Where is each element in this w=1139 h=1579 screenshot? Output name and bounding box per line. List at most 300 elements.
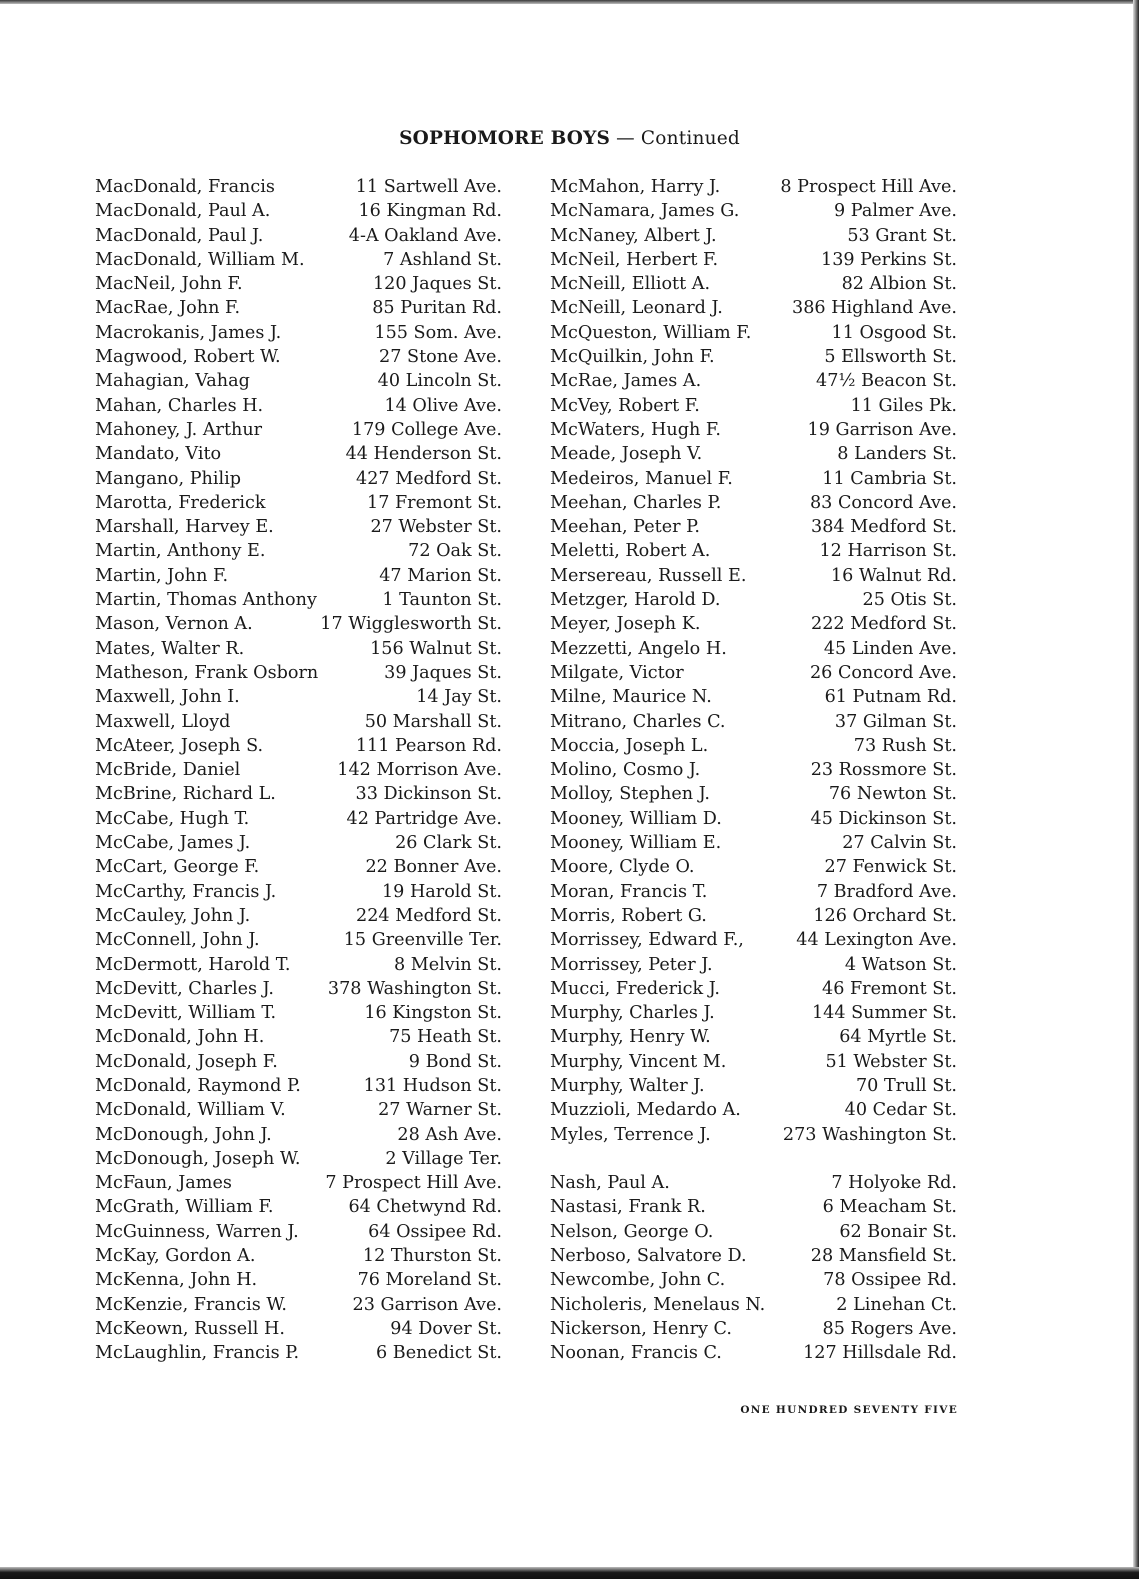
student-name: Morrissey, Peter J. (550, 954, 713, 975)
directory-entry (550, 1025, 957, 1049)
student-address: 50 Marshall St. (364, 711, 502, 732)
student-address: 28 Mansfield St. (810, 1246, 957, 1267)
student-address: 7 Bradford Ave. (816, 881, 957, 902)
student-name: McNaney, Albert J. (550, 225, 717, 246)
directory-entry (95, 394, 502, 418)
student-address: 224 Medford St. (356, 905, 502, 926)
student-address: 14 Jay St. (416, 687, 502, 708)
student-address: 7 Prospect Hill Ave. (325, 1173, 502, 1194)
student-name: Newcombe, John C. (550, 1270, 726, 1291)
directory-entry (550, 588, 957, 612)
directory-entry (550, 394, 957, 418)
student-address: 8 Landers St. (837, 444, 957, 465)
student-name: McNeil, Herbert F. (550, 249, 719, 270)
student-address: 7 Ashland St. (383, 249, 502, 270)
directory-entry (550, 710, 957, 734)
student-address: 120 Jaques St. (372, 274, 502, 295)
student-name: Metzger, Harold D. (550, 590, 721, 611)
directory-entry (550, 539, 957, 563)
student-name: McDonald, Raymond P. (95, 1075, 301, 1096)
directory-entry (550, 977, 957, 1001)
student-name: Muzzioli, Medardo A. (550, 1100, 741, 1121)
student-name: Nash, Paul A. (550, 1173, 670, 1194)
directory-entry (550, 224, 957, 248)
student-address: 44 Lexington Ave. (796, 930, 957, 951)
student-address: 126 Orchard St. (813, 905, 957, 926)
directory-entry (550, 1050, 957, 1074)
directory-entry (550, 758, 957, 782)
directory-entry (550, 612, 957, 636)
student-name: McDevitt, William T. (95, 1003, 277, 1024)
directory-entry (550, 467, 957, 491)
directory-entry (550, 296, 957, 320)
student-address: 44 Henderson St. (345, 444, 502, 465)
student-name: McVey, Robert F. (550, 395, 700, 416)
directory-entry (95, 734, 502, 758)
student-address: 64 Chetwynd Rd. (348, 1197, 502, 1218)
student-name: McKenna, John H. (95, 1270, 258, 1291)
directory-entry (95, 977, 502, 1001)
student-address: 46 Fremont St. (822, 978, 957, 999)
scan-edge-top (0, 0, 1139, 4)
student-address: 40 Cedar St. (844, 1100, 957, 1121)
student-name: Meletti, Robert A. (550, 541, 711, 562)
directory-entry (95, 1074, 502, 1098)
student-address: 23 Rossmore St. (810, 760, 957, 781)
student-address: 73 Rush St. (853, 735, 957, 756)
student-address: 33 Dickinson St. (355, 784, 502, 805)
student-name: Maxwell, Lloyd (95, 711, 231, 732)
student-name: McNeill, Elliott A. (550, 274, 711, 295)
directory-entry (550, 880, 957, 904)
directory-entry (95, 588, 502, 612)
scan-edge-bottom (0, 1567, 1139, 1579)
student-name: Murphy, Vincent M. (550, 1051, 727, 1072)
student-name: McDonough, Joseph W. (95, 1148, 301, 1169)
directory-entry (95, 710, 502, 734)
student-address: 47½ Beacon St. (816, 371, 957, 392)
directory-entry (550, 1220, 957, 1244)
directory-entry (550, 855, 957, 879)
directory-entry (95, 1050, 502, 1074)
student-name: McGuinness, Warren J. (95, 1221, 299, 1242)
student-address: 8 Prospect Hill Ave. (780, 177, 957, 197)
student-name: Meade, Joseph V. (550, 444, 703, 465)
directory-entry (95, 418, 502, 442)
directory-entry (550, 831, 957, 855)
directory-entry (95, 442, 502, 466)
student-name: Mooney, William E. (550, 833, 722, 854)
student-address: 25 Otis St. (862, 590, 957, 611)
student-name: Mates, Walter R. (95, 638, 245, 659)
student-address: 2 Village Ter. (385, 1148, 502, 1169)
directory-entry (95, 1244, 502, 1268)
student-address: 131 Hudson St. (363, 1075, 502, 1096)
student-address: 8 Melvin St. (393, 954, 502, 975)
student-address: 386 Highland Ave. (792, 298, 957, 319)
directory-entry (550, 515, 957, 539)
directory-entry (95, 1123, 502, 1147)
directory-entry (95, 637, 502, 661)
student-name: Marotta, Frederick (95, 492, 266, 513)
page-title (0, 128, 1139, 149)
student-address: 4-A Oakland Ave. (348, 225, 502, 246)
directory-entry (95, 1195, 502, 1219)
student-address: 384 Medford St. (811, 517, 957, 538)
student-name: Morris, Robert G. (550, 905, 707, 926)
student-address: 72 Oak St. (408, 541, 502, 562)
directory-entry (550, 1195, 957, 1219)
student-address: 9 Palmer Ave. (834, 201, 957, 222)
student-name: McNamara, James G. (550, 201, 740, 222)
student-name: Molloy, Stephen J. (550, 784, 710, 805)
student-name: McMahon, Harry J. (550, 177, 721, 197)
directory-entry (550, 321, 957, 345)
student-name: Mersereau, Russell E. (550, 565, 747, 586)
student-address: 222 Medford St. (811, 614, 957, 635)
student-address: 12 Thurston St. (362, 1246, 502, 1267)
student-address: 82 Albion St. (841, 274, 957, 295)
directory-entry (95, 1268, 502, 1292)
directory-entry (550, 734, 957, 758)
student-name: Nicholeris, Menelaus N. (550, 1294, 766, 1315)
student-name: Molino, Cosmo J. (550, 760, 701, 781)
student-name: Meehan, Charles P. (550, 492, 722, 513)
student-address: 27 Stone Ave. (379, 347, 502, 368)
directory-entry (550, 1123, 957, 1147)
student-name: McQuilkin, John F. (550, 347, 715, 368)
student-name: Nastasi, Frank R. (550, 1197, 706, 1218)
student-name: McKay, Gordon A. (95, 1246, 256, 1267)
student-address: 23 Garrison Ave. (352, 1294, 502, 1315)
directory-entry (550, 442, 957, 466)
student-address: 179 College Ave. (351, 419, 502, 440)
directory-entry (550, 248, 957, 272)
student-address: 62 Bonair St. (839, 1221, 957, 1242)
student-name: McDevitt, Charles J. (95, 978, 274, 999)
n-names-group (550, 1171, 957, 1365)
directory-entry (550, 953, 957, 977)
student-address: 19 Harold St. (381, 881, 502, 902)
student-address: 78 Ossipee Rd. (823, 1270, 957, 1291)
student-address: 427 Medford St. (356, 468, 502, 489)
directory-entry (95, 928, 502, 952)
student-name: Mahagian, Vahag (95, 371, 250, 392)
directory-entry (550, 1171, 957, 1195)
left-column-list (95, 175, 502, 1366)
student-name: Murphy, Henry W. (550, 1027, 711, 1048)
directory-entry (95, 661, 502, 685)
directory-entry (550, 904, 957, 928)
student-address: 6 Meacham St. (822, 1197, 957, 1218)
student-name: McDonough, John J. (95, 1124, 272, 1145)
directory-entry (95, 199, 502, 223)
student-name: McAteer, Joseph S. (95, 735, 264, 756)
student-address: 17 Fremont St. (367, 492, 502, 513)
directory-entry (95, 782, 502, 806)
student-address: 144 Summer St. (811, 1003, 957, 1024)
student-name: McCabe, Hugh T. (95, 808, 250, 829)
directory-entry (550, 685, 957, 709)
directory-entry (95, 321, 502, 345)
student-name: McCauley, John J. (95, 905, 251, 926)
student-address: 378 Washington St. (327, 978, 502, 999)
student-address: 11 Giles Pk. (850, 395, 957, 416)
student-address: 19 Garrison Ave. (807, 419, 957, 440)
student-address: 9 Bond St. (408, 1051, 502, 1072)
student-address: 12 Harrison St. (819, 541, 957, 562)
student-name: Mucci, Frederick J. (550, 978, 720, 999)
student-name: Meehan, Peter P. (550, 517, 700, 538)
directory-entry (95, 758, 502, 782)
directory-entry (550, 1293, 957, 1317)
student-name: Mitrano, Charles C. (550, 711, 726, 732)
directory-entry (550, 272, 957, 296)
page-number-footer: ONE HUNDRED SEVENTY FIVE (740, 1404, 958, 1416)
student-name: McCart, George F. (95, 857, 260, 878)
student-name: McDermott, Harold T. (95, 954, 291, 975)
directory-entry (550, 345, 957, 369)
student-address: 53 Grant St. (847, 225, 957, 246)
directory-entry (95, 1098, 502, 1122)
student-name: McConnell, John J. (95, 930, 260, 951)
student-address: 111 Pearson Rd. (355, 735, 502, 756)
student-address: 94 Dover St. (390, 1318, 502, 1339)
directory-entry (95, 807, 502, 831)
student-address: 26 Clark St. (395, 833, 502, 854)
student-address: 42 Partridge Ave. (346, 808, 502, 829)
student-address: 47 Marion St. (379, 565, 502, 586)
student-name: McLaughlin, Francis P. (95, 1343, 300, 1364)
student-address: 70 Trull St. (855, 1075, 957, 1096)
student-address: 4 Watson St. (844, 954, 957, 975)
student-name: McDonald, William V. (95, 1100, 286, 1121)
directory-entry (95, 1293, 502, 1317)
student-name: McQueston, William F. (550, 322, 752, 343)
right-column-list (550, 175, 957, 1366)
student-address: 51 Webster St. (825, 1051, 957, 1072)
student-address: 273 Washington St. (782, 1124, 957, 1145)
student-name: McBride, Daniel (95, 760, 241, 781)
directory-entry (95, 369, 502, 393)
student-name: McRae, James A. (550, 371, 702, 392)
directory-entry (95, 1341, 502, 1365)
directory-entry (95, 272, 502, 296)
student-address: 15 Greenville Ter. (343, 930, 502, 951)
directory-entry (550, 928, 957, 952)
student-name: McCabe, James J. (95, 833, 251, 854)
student-name: MacDonald, William M. (95, 249, 305, 270)
student-name: Nerboso, Salvatore D. (550, 1246, 747, 1267)
directory-entry (95, 612, 502, 636)
student-name: Martin, Thomas Anthony (95, 590, 317, 611)
directory-entry (95, 1025, 502, 1049)
student-name: Matheson, Frank Osborn (95, 662, 319, 683)
student-name: Moore, Clyde O. (550, 857, 695, 878)
directory-entry (95, 1001, 502, 1025)
student-name: Moccia, Joseph L. (550, 735, 709, 756)
student-address: 26 Concord Ave. (809, 662, 957, 683)
student-address: 85 Puritan Rd. (372, 298, 502, 319)
student-name: McGrath, William F. (95, 1197, 274, 1218)
student-name: Mason, Vernon A. (95, 614, 253, 635)
student-name: Noonan, Francis C. (550, 1343, 722, 1364)
student-name: Martin, Anthony E. (95, 541, 266, 562)
student-name: McNeill, Leonard J. (550, 298, 723, 319)
student-name: MacDonald, Paul J. (95, 225, 264, 246)
student-address: 139 Perkins St. (821, 249, 957, 270)
directory-entry (95, 515, 502, 539)
student-name: Mezzetti, Angelo H. (550, 638, 727, 659)
directory-entry (95, 224, 502, 248)
section-heading-continued: — Continued (610, 128, 740, 149)
student-address: 27 Fenwick St. (824, 857, 957, 878)
student-address: 142 Morrison Ave. (337, 760, 502, 781)
student-address: 22 Bonner Ave. (365, 857, 502, 878)
directory-entry (550, 1098, 957, 1122)
student-address: 76 Moreland St. (357, 1270, 502, 1291)
student-name: Magwood, Robert W. (95, 347, 281, 368)
student-address: 5 Ellsworth St. (824, 347, 957, 368)
student-address: 14 Olive Ave. (384, 395, 502, 416)
student-address: 85 Rogers Ave. (822, 1318, 957, 1339)
student-name: Mandato, Vito (95, 444, 222, 465)
directory-entry (550, 491, 957, 515)
student-name: McFaun, James (95, 1173, 232, 1194)
student-name: Nickerson, Henry C. (550, 1318, 732, 1339)
directory-entry (550, 1268, 957, 1292)
directory-entry (550, 1244, 957, 1268)
student-address: 155 Som. Ave. (374, 322, 502, 343)
directory-entry (95, 880, 502, 904)
student-name: Medeiros, Manuel F. (550, 468, 733, 489)
student-name: McBrine, Richard L. (95, 784, 276, 805)
directory-entry (95, 1220, 502, 1244)
directory-entry (550, 175, 957, 199)
student-name: Mooney, William D. (550, 808, 722, 829)
directory-entry (95, 296, 502, 320)
student-address: 83 Concord Ave. (809, 492, 957, 513)
directory-entry (550, 807, 957, 831)
directory-entry (95, 345, 502, 369)
student-address: 27 Calvin St. (842, 833, 957, 854)
student-address: 127 Hillsdale Rd. (803, 1343, 957, 1364)
student-address: 64 Ossipee Rd. (368, 1221, 502, 1242)
directory-entry (95, 1317, 502, 1341)
directory-entry (550, 1074, 957, 1098)
directory-entry (550, 199, 957, 223)
student-address: 40 Lincoln St. (377, 371, 502, 392)
student-name: Mahan, Charles H. (95, 395, 264, 416)
student-name: MacNeil, John F. (95, 274, 243, 295)
student-name: Murphy, Charles J. (550, 1003, 715, 1024)
student-name: McDonald, Joseph F. (95, 1051, 278, 1072)
directory-entry (550, 782, 957, 806)
student-address: 17 Wigglesworth St. (320, 614, 502, 635)
student-address: 16 Kingston St. (364, 1003, 502, 1024)
student-name: McCarthy, Francis J. (95, 881, 277, 902)
student-address: 11 Osgood St. (831, 322, 957, 343)
student-name: Morrissey, Edward F., (550, 930, 744, 951)
section-gap (550, 1147, 957, 1171)
directory-entry (550, 1001, 957, 1025)
directory-entry (95, 831, 502, 855)
directory-entry (550, 637, 957, 661)
student-name: Murphy, Walter J. (550, 1075, 705, 1096)
directory-entry (95, 491, 502, 515)
student-address: 37 Gilman St. (834, 711, 957, 732)
student-address: 16 Kingman Rd. (358, 201, 502, 222)
scan-edge-right (1133, 0, 1139, 1579)
student-address: 156 Walnut St. (370, 638, 502, 659)
student-address: 76 Newton St. (828, 784, 957, 805)
directory-entry (95, 904, 502, 928)
directory-entry (95, 564, 502, 588)
student-name: Milne, Maurice N. (550, 687, 712, 708)
student-address: 1 Taunton St. (382, 590, 502, 611)
student-address: 45 Dickinson St. (810, 808, 957, 829)
section-heading: SOPHOMORE BOYS (399, 128, 611, 149)
directory-entry (95, 175, 502, 199)
student-address: 11 Sartwell Ave. (355, 177, 502, 197)
student-name: Myles, Terrence J. (550, 1124, 711, 1145)
student-address: 45 Linden Ave. (823, 638, 957, 659)
student-name: Martin, John F. (95, 565, 229, 586)
student-name: MacRae, John F. (95, 298, 241, 319)
student-address: 16 Walnut Rd. (830, 565, 957, 586)
student-name: Mangano, Philip (95, 468, 242, 489)
student-address: 28 Ash Ave. (397, 1124, 502, 1145)
directory-entry (95, 248, 502, 272)
student-address: 27 Webster St. (370, 517, 502, 538)
student-name: MacDonald, Paul A. (95, 201, 271, 222)
student-name: McKeown, Russell H. (95, 1318, 285, 1339)
student-name: McWaters, Hugh F. (550, 419, 721, 440)
student-address: 7 Holyoke Rd. (831, 1173, 957, 1194)
directory-entry (550, 418, 957, 442)
student-address: 27 Warner St. (378, 1100, 502, 1121)
directory-entry (95, 1171, 502, 1195)
student-name: Milgate, Victor (550, 662, 684, 683)
student-name: Maxwell, John I. (95, 687, 240, 708)
m-names-group (550, 175, 957, 1147)
student-address: 61 Putnam Rd. (824, 687, 957, 708)
directory-entry (95, 855, 502, 879)
student-name: McKenzie, Francis W. (95, 1294, 287, 1315)
directory-entry (95, 1147, 502, 1171)
directory-entry (95, 539, 502, 563)
student-name: Marshall, Harvey E. (95, 517, 274, 538)
student-address: 75 Heath St. (389, 1027, 502, 1048)
student-name: Mahoney, J. Arthur (95, 419, 263, 440)
student-name: Meyer, Joseph K. (550, 614, 701, 635)
student-name: Moran, Francis T. (550, 881, 708, 902)
directory-entry (95, 685, 502, 709)
directory-entry (550, 1341, 957, 1365)
student-address: 39 Jaques St. (384, 662, 502, 683)
directory-entry (550, 564, 957, 588)
student-name: MacDonald, Francis (95, 177, 275, 197)
directory-entry (550, 661, 957, 685)
directory-entry (550, 1317, 957, 1341)
student-name: Macrokanis, James J. (95, 322, 282, 343)
student-address: 11 Cambria St. (822, 468, 957, 489)
student-name: McDonald, John H. (95, 1027, 265, 1048)
directory-entry (95, 953, 502, 977)
student-address: 64 Myrtle St. (839, 1027, 957, 1048)
directory-entry (550, 369, 957, 393)
student-address: 6 Benedict St. (376, 1343, 502, 1364)
